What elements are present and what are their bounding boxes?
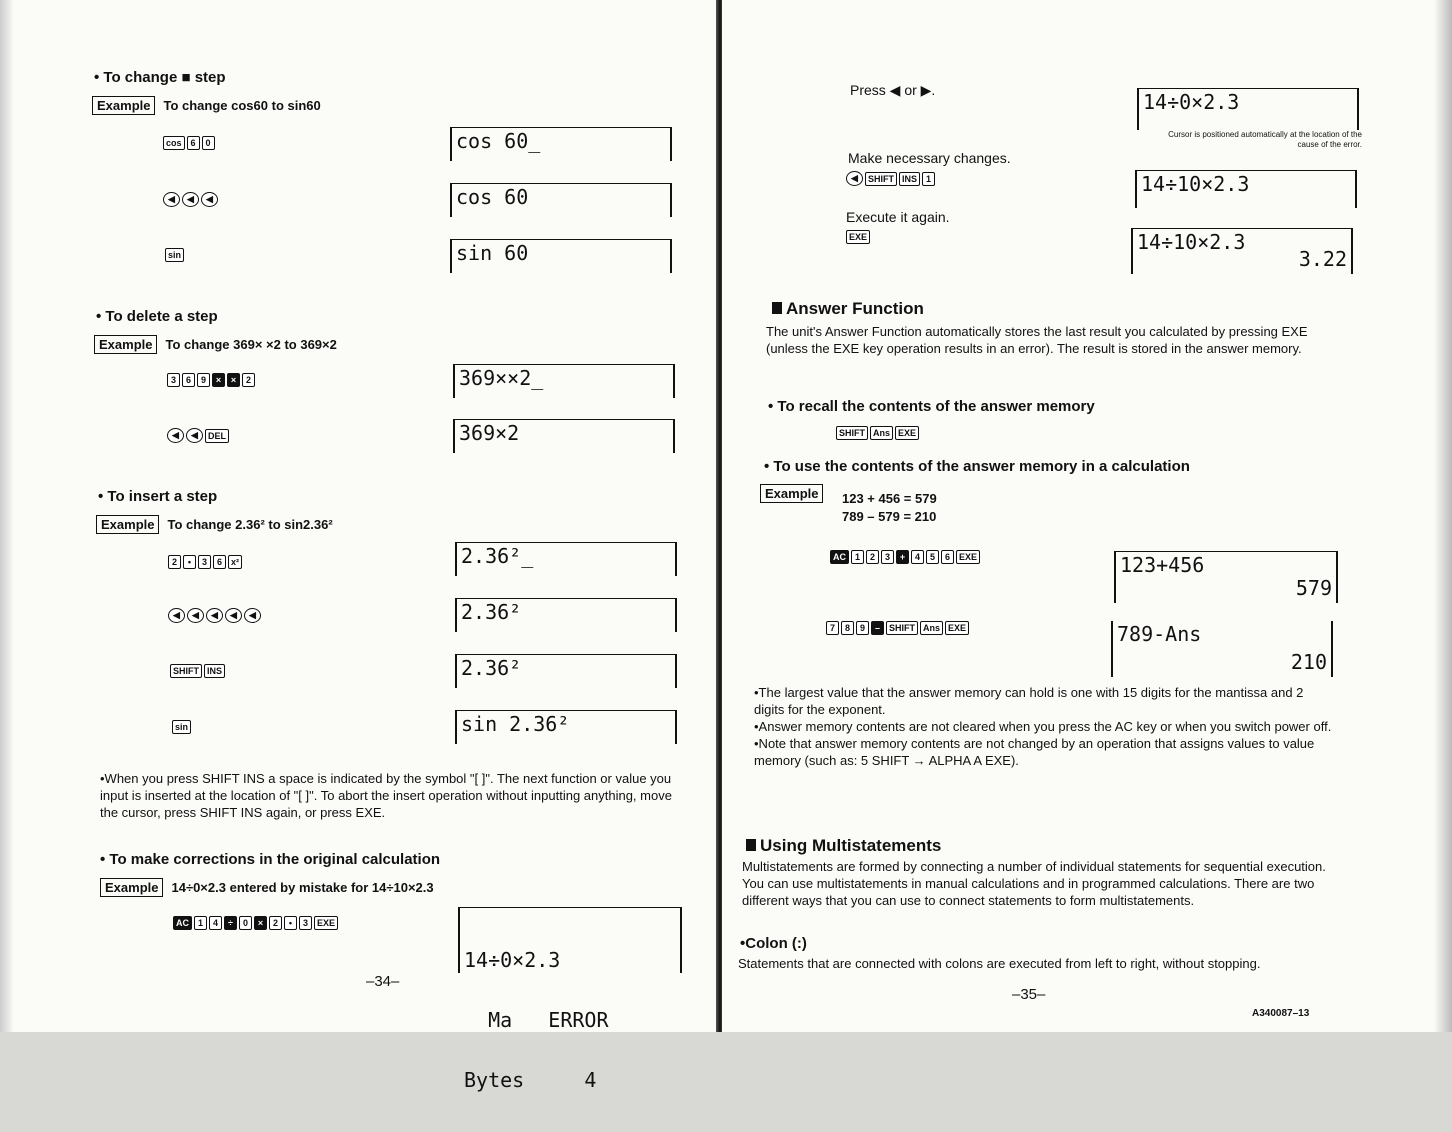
multistatements-heading bbox=[746, 836, 941, 856]
key-6: 6 bbox=[182, 373, 195, 387]
heading-delete: • To delete a step bbox=[96, 308, 218, 325]
example-text: To change cos60 to sin60 bbox=[163, 98, 321, 113]
key-0: 0 bbox=[239, 916, 252, 930]
example-answer bbox=[760, 484, 831, 503]
key-9: 9 bbox=[856, 621, 869, 635]
example-text: To change 369× ×2 to 369×2 bbox=[165, 337, 337, 352]
left-arrow-icon: ◀ bbox=[167, 428, 184, 443]
lcd-line: 14÷0×2.3 bbox=[464, 948, 561, 972]
key-7: 7 bbox=[826, 621, 839, 635]
example-delete bbox=[94, 335, 337, 354]
note-item: •Note that answer memory contents are not changed by an operation that assigns values to value memory (such as: 5 SHIFT → ALPHA A EXE). bbox=[754, 736, 1315, 768]
key-minus: – bbox=[871, 621, 884, 635]
key-4: 4 bbox=[911, 550, 924, 564]
key-exe: EXE bbox=[956, 550, 980, 564]
key-ac: AC bbox=[173, 916, 192, 930]
key-5: 5 bbox=[926, 550, 939, 564]
key-2: 2 bbox=[242, 373, 255, 387]
left-arrow-icon: ◀ bbox=[201, 192, 218, 207]
lcd-line: 789-Ans bbox=[1117, 622, 1202, 646]
key-sequence bbox=[167, 373, 255, 387]
key-2: 2 bbox=[269, 916, 282, 930]
left-arrow-icon: ◀ bbox=[225, 608, 242, 623]
multistatements-body: Multistatements are formed by connecting a number of individual statements for sequential execution. You can use multistatements in manual calculations and in programmed calculations. There are two different ways that you can use to connect statements to form multistatements. bbox=[742, 859, 1326, 908]
key-shift: SHIFT bbox=[865, 172, 897, 186]
colon-body: Statements that are connected with colons are executed from left to right, without stopping. bbox=[738, 956, 1261, 971]
example-tag: Example bbox=[92, 96, 155, 115]
lcd-display: 2.36²_ bbox=[455, 542, 677, 576]
lcd-display bbox=[1114, 551, 1338, 603]
answer-function-heading bbox=[772, 299, 924, 319]
example-equations bbox=[842, 490, 937, 526]
lcd-result: 3.22 bbox=[1298, 247, 1347, 271]
heading-recall: • To recall the contents of the answer memory bbox=[768, 398, 1095, 415]
example-tag: Example bbox=[94, 335, 157, 354]
key-cos: cos bbox=[163, 136, 185, 150]
lcd-display: 369×2 bbox=[453, 419, 675, 453]
key-1: 1 bbox=[194, 916, 207, 930]
lcd-display: 14÷10×2.3 bbox=[1135, 170, 1357, 208]
key-decimal: • bbox=[284, 916, 297, 930]
lcd-display bbox=[1111, 621, 1333, 677]
section-title: Answer Function bbox=[786, 299, 924, 318]
key-sequence bbox=[163, 136, 215, 150]
left-arrow-icon: ◀ bbox=[206, 608, 223, 623]
key-4: 4 bbox=[209, 916, 222, 930]
lcd-display: cos 60 bbox=[450, 183, 672, 217]
key-ins: INS bbox=[204, 664, 225, 678]
left-arrow-icon: ◀ bbox=[163, 192, 180, 207]
key-multiply: × bbox=[212, 373, 225, 387]
press-instruction: Press ◀ or ▶. bbox=[850, 82, 936, 98]
section-title: Using Multistatements bbox=[760, 836, 942, 855]
execute-text: Execute it again. bbox=[846, 209, 950, 225]
page-number: –34– bbox=[366, 973, 400, 990]
left-arrow-icon: ◀ bbox=[187, 608, 204, 623]
lcd-display: sin 60 bbox=[450, 239, 672, 273]
key-shift: SHIFT bbox=[836, 426, 868, 440]
key-multiply: × bbox=[254, 916, 267, 930]
lcd-line: 123+456 bbox=[1120, 553, 1205, 577]
key-8: 8 bbox=[841, 621, 854, 635]
key-square: x² bbox=[228, 555, 242, 569]
lcd-error-display bbox=[458, 907, 682, 1092]
key-del: DEL bbox=[205, 429, 229, 443]
note-item: •The largest value that the answer memory can hold is one with 15 digits for the mantissa and 2 digits for the exponent. bbox=[754, 685, 1304, 717]
section-marker bbox=[746, 839, 756, 851]
example-text: To change 2.36² to sin2.36² bbox=[167, 517, 333, 532]
key-exe: EXE bbox=[945, 621, 969, 635]
cursor-note: Cursor is positioned automatically at the location of the cause of the error. bbox=[1168, 130, 1362, 149]
lcd-display: 14÷0×2.3 bbox=[1137, 88, 1359, 130]
left-arrow-icon: ◀ bbox=[182, 192, 199, 207]
example-tag: Example bbox=[760, 484, 823, 503]
example-text: 14÷0×2.3 entered by mistake for 14÷10×2.3 bbox=[171, 880, 434, 895]
lcd-display bbox=[1131, 228, 1353, 274]
key-ans: Ans bbox=[870, 426, 893, 440]
key-multiply: × bbox=[227, 373, 240, 387]
key-3: 3 bbox=[299, 916, 312, 930]
heading-colon: •Colon (:) bbox=[740, 935, 807, 952]
left-arrow-icon: ◀ bbox=[846, 171, 863, 186]
lcd-display: sin 2.36² bbox=[455, 710, 677, 744]
key-divide: ÷ bbox=[224, 916, 237, 930]
answer-notes bbox=[754, 684, 1334, 769]
key-sequence bbox=[826, 621, 969, 635]
example-corrections bbox=[100, 878, 434, 897]
heading-change: • To change ■ step bbox=[94, 69, 226, 86]
key-sin: sin bbox=[165, 248, 184, 262]
key-sequence bbox=[168, 555, 242, 569]
key-sequence bbox=[846, 171, 935, 186]
key-plus: + bbox=[896, 550, 909, 564]
heading-corrections: • To make corrections in the original calculation bbox=[100, 851, 441, 868]
key-sequence bbox=[836, 426, 919, 440]
lcd-line: 14÷10×2.3 bbox=[1137, 230, 1246, 254]
key-1: 1 bbox=[922, 172, 935, 186]
lcd-line: Ma ERROR bbox=[464, 1008, 609, 1032]
key-ins: INS bbox=[899, 172, 920, 186]
key-sequence bbox=[172, 720, 191, 734]
heading-insert: • To insert a step bbox=[98, 488, 218, 505]
lcd-line: Bytes 4 bbox=[464, 1068, 597, 1092]
lcd-display: 369××2_ bbox=[453, 364, 675, 398]
answer-function-body: The unit's Answer Function automatically stores the last result you calculated by pressing EXE (unless the EXE key operation results in an error). The result is stored in the answer memory. bbox=[766, 324, 1308, 356]
key-6: 6 bbox=[213, 555, 226, 569]
lcd-result: 210 bbox=[1290, 650, 1327, 674]
key-sin: sin bbox=[172, 720, 191, 734]
right-page bbox=[722, 0, 1452, 1032]
key-3: 3 bbox=[881, 550, 894, 564]
example-insert bbox=[96, 515, 333, 534]
note-item: •Answer memory contents are not cleared when you press the AC key or when you switch power off. bbox=[754, 719, 1332, 734]
right-page-edge bbox=[1434, 0, 1452, 1032]
lcd-display: 2.36² bbox=[455, 654, 677, 688]
document-code: A340087–13 bbox=[1252, 1008, 1310, 1019]
left-arrow-icon: ◀ bbox=[186, 428, 203, 443]
key-1: 1 bbox=[851, 550, 864, 564]
make-changes-text: Make necessary changes. bbox=[848, 150, 1011, 166]
insert-note: •When you press SHIFT INS a space is indicated by the symbol "[ ]". The next function or value you input is inserted at the location of "[ ]". To abort the insert operation without inputting anything, move the cursor, press SHIFT INS again, or press EXE. bbox=[100, 771, 672, 820]
lcd-result: 579 bbox=[1295, 576, 1332, 600]
example-line: 789 – 579 = 210 bbox=[842, 509, 937, 524]
key-decimal: • bbox=[183, 555, 196, 569]
heading-use-answer: • To use the contents of the answer memory in a calculation bbox=[764, 458, 1190, 475]
key-3: 3 bbox=[167, 373, 180, 387]
example-change bbox=[92, 96, 321, 115]
key-2: 2 bbox=[168, 555, 181, 569]
left-arrow-icon: ◀ bbox=[244, 608, 261, 623]
key-3: 3 bbox=[198, 555, 211, 569]
key-exe: EXE bbox=[895, 426, 919, 440]
key-exe: EXE bbox=[314, 916, 338, 930]
key-sequence bbox=[168, 608, 261, 623]
page-number: –35– bbox=[1012, 986, 1046, 1003]
left-page bbox=[0, 0, 718, 1092]
lcd-display: cos 60_ bbox=[450, 127, 672, 161]
key-sequence bbox=[846, 230, 870, 244]
example-tag: Example bbox=[96, 515, 159, 534]
key-0: 0 bbox=[202, 136, 215, 150]
key-shift: SHIFT bbox=[886, 621, 918, 635]
left-arrow-icon: ◀ bbox=[168, 608, 185, 623]
key-ans: Ans bbox=[920, 621, 943, 635]
key-6: 6 bbox=[941, 550, 954, 564]
key-sequence bbox=[170, 664, 225, 678]
key-ac: AC bbox=[830, 550, 849, 564]
key-exe: EXE bbox=[846, 230, 870, 244]
key-9: 9 bbox=[197, 373, 210, 387]
lcd-display: 2.36² bbox=[455, 598, 677, 632]
example-tag: Example bbox=[100, 878, 163, 897]
key-2: 2 bbox=[866, 550, 879, 564]
section-marker bbox=[772, 302, 782, 314]
left-page-edge bbox=[0, 0, 14, 1032]
key-sequence bbox=[165, 248, 184, 262]
key-shift: SHIFT bbox=[170, 664, 202, 678]
key-6: 6 bbox=[187, 136, 200, 150]
key-sequence bbox=[167, 428, 229, 443]
key-sequence bbox=[163, 192, 218, 207]
key-sequence bbox=[173, 916, 338, 930]
key-sequence bbox=[830, 550, 980, 564]
example-line: 123 + 456 = 579 bbox=[842, 491, 937, 506]
